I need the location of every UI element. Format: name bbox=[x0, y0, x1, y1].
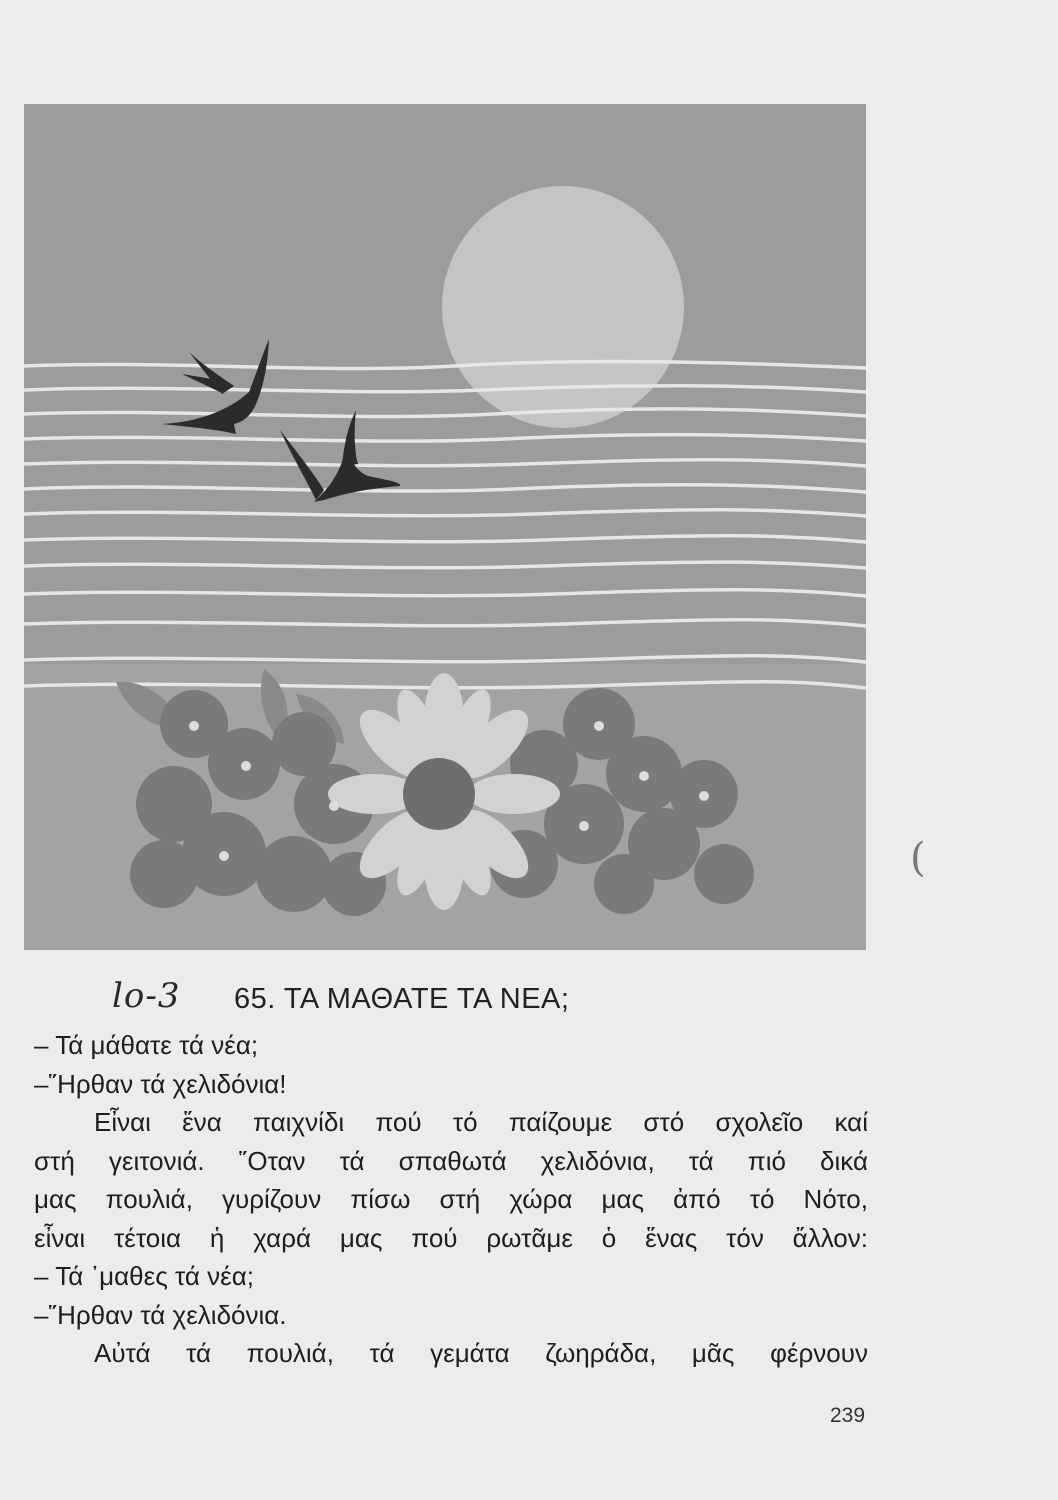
illustration-svg bbox=[24, 104, 866, 950]
lesson-body bbox=[34, 1026, 868, 1373]
body-line: εἶναι τέτοια ἡ χαρά μας πού ρωτᾶμε ὁ ἕνας τόν ἄλλον: bbox=[34, 1222, 868, 1253]
body-line: στή γειτονιά. ῞Οταν τά σπαθωτά χελιδόνια, τά πιό δικά bbox=[34, 1145, 868, 1176]
body-line: Εἶναι ἕνα παιχνίδι πού τό παίζουμε στό σχολεῖο καί bbox=[94, 1107, 868, 1137]
body-line: – Τά ᾽μαθες τά νέα; bbox=[34, 1261, 254, 1291]
handwritten-note: lo-3 bbox=[112, 976, 181, 1016]
body-line: Αὐτά τά πουλιά, τά γεμάτα ζωηράδα, μᾶς φέρνουν bbox=[94, 1338, 868, 1368]
page-number: 239 bbox=[830, 1404, 866, 1427]
lesson-title: 65. ΤΑ ΜΑΘΑΤΕ ΤΑ ΝΕΑ; bbox=[234, 983, 570, 1015]
body-line: –῞Ηρθαν τά χελιδόνια! bbox=[34, 1068, 287, 1099]
body-line: μας πουλιά, γυρίζουν πίσω στή χώρα μας ἀπό τό Νότο, bbox=[34, 1184, 868, 1214]
margin-mark: ( bbox=[910, 835, 926, 881]
body-line: –῞Ηρθαν τά χελιδόνια. bbox=[34, 1299, 287, 1330]
body-line: – Τά μάθατε τά νέα; bbox=[34, 1030, 259, 1060]
lesson-illustration bbox=[24, 104, 866, 950]
